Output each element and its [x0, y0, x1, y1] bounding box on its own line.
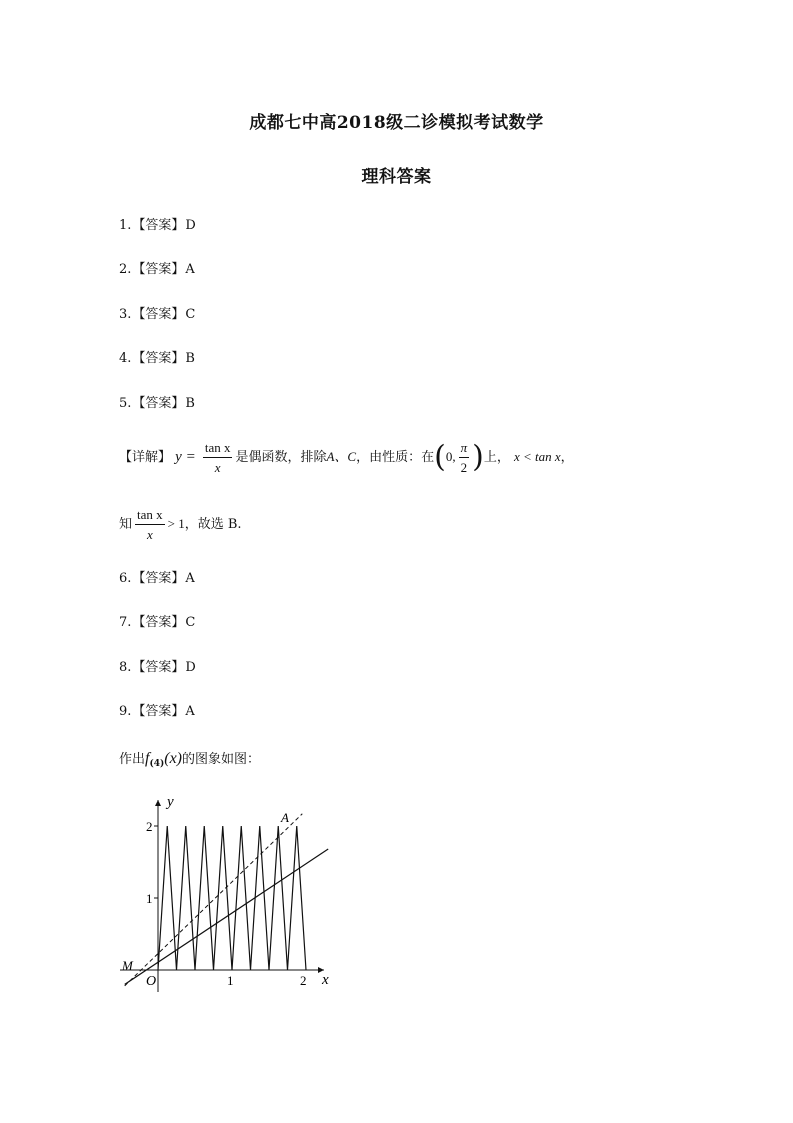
- answer-mark: 【答案】: [132, 615, 185, 630]
- detail-excluded: A、C: [326, 449, 357, 464]
- detail-fraction: [203, 440, 233, 475]
- answer-line: [119, 258, 195, 277]
- x-tick-label: 2: [300, 973, 307, 988]
- interval-numerator: π: [459, 440, 470, 458]
- figure-caption: [119, 748, 260, 769]
- detail2-tail: ，故选 B.: [184, 517, 242, 532]
- point-a-label: A: [281, 810, 289, 825]
- detail-text-1: 是偶函数，排除: [235, 450, 327, 465]
- zigzag-graph: [158, 826, 306, 970]
- answer-number: 7.: [119, 615, 132, 630]
- function-graph: [110, 790, 350, 1000]
- answer-mark: 【答案】: [132, 704, 185, 719]
- caption-argument: (x): [164, 750, 183, 767]
- y-tick-label: 2: [146, 819, 153, 834]
- answer-line: [119, 567, 195, 586]
- answer-number: 8.: [119, 660, 132, 675]
- fraction-numerator: tan x: [135, 507, 165, 525]
- answer-number: 5.: [119, 396, 132, 411]
- fraction-denominator: x: [214, 460, 221, 475]
- origin-label: O: [146, 974, 157, 989]
- detail-text-3: 上，: [483, 450, 510, 465]
- answer-line: [119, 303, 195, 322]
- answer-value: C: [185, 615, 196, 630]
- point-m-label: M: [122, 958, 133, 973]
- page-title: 成都七中高2018级二诊模拟考试数学: [249, 113, 544, 133]
- fraction-denominator: x: [146, 527, 153, 542]
- solid-line: [125, 849, 329, 984]
- answer-number: 6.: [119, 571, 132, 586]
- x-tick-label: 1: [227, 973, 234, 988]
- x-axis-label: x: [322, 972, 329, 988]
- answer-number: 4.: [119, 351, 132, 366]
- caption-pre: 作出: [119, 752, 146, 767]
- page-subtitle: 理科答案: [361, 167, 432, 187]
- interval-fraction: [459, 440, 470, 475]
- answer-number: 1.: [119, 218, 132, 233]
- left-paren: (: [434, 439, 446, 475]
- answer-line: [119, 700, 195, 719]
- y-axis-label: y: [167, 794, 174, 810]
- answer-line: [119, 392, 195, 411]
- answer-mark: 【答案】: [132, 351, 185, 366]
- interval-left: 0,: [445, 449, 456, 464]
- detail-line: [119, 440, 574, 475]
- answer-mark: 【答案】: [132, 396, 185, 411]
- answer-value: A: [185, 704, 195, 719]
- y-tick-label: 1: [146, 891, 153, 906]
- answer-mark: 【答案】: [132, 571, 185, 586]
- answer-number: 2.: [119, 262, 132, 277]
- caption-subscript: (4): [149, 759, 165, 769]
- answer-value: D: [185, 218, 196, 233]
- answer-value: C: [185, 307, 196, 322]
- detail-label: 【详解】: [119, 450, 172, 465]
- answer-line: [119, 611, 195, 630]
- right-paren: ): [472, 439, 484, 475]
- answer-mark: 【答案】: [132, 660, 185, 675]
- answer-mark: 【答案】: [132, 262, 185, 277]
- detail2-fraction: [135, 507, 165, 542]
- answer-number: 9.: [119, 704, 132, 719]
- answer-line: [119, 214, 196, 233]
- caption-function: f: [145, 750, 150, 767]
- answer-mark: 【答案】: [132, 218, 185, 233]
- detail-know: 知: [119, 517, 133, 532]
- detail2-gt: > 1: [167, 516, 185, 531]
- detail-comma: ，: [560, 450, 574, 465]
- detail-y-eq: y =: [175, 449, 196, 465]
- detail-text-2: ，由性质：在: [356, 450, 435, 465]
- detail-inequality: x < tan x: [513, 449, 561, 464]
- answer-value: D: [185, 660, 196, 675]
- answer-value: A: [185, 262, 195, 277]
- answer-value: B: [185, 351, 195, 366]
- detail-line-2: [119, 507, 242, 542]
- answer-value: A: [185, 571, 195, 586]
- answer-number: 3.: [119, 307, 132, 322]
- answer-value: B: [185, 396, 195, 411]
- answer-mark: 【答案】: [132, 307, 185, 322]
- interval-denominator: 2: [460, 460, 468, 475]
- answer-line: [119, 347, 195, 366]
- fraction-numerator: tan x: [203, 440, 233, 458]
- caption-post: 的图象如图：: [182, 752, 261, 767]
- answer-line: [119, 656, 196, 675]
